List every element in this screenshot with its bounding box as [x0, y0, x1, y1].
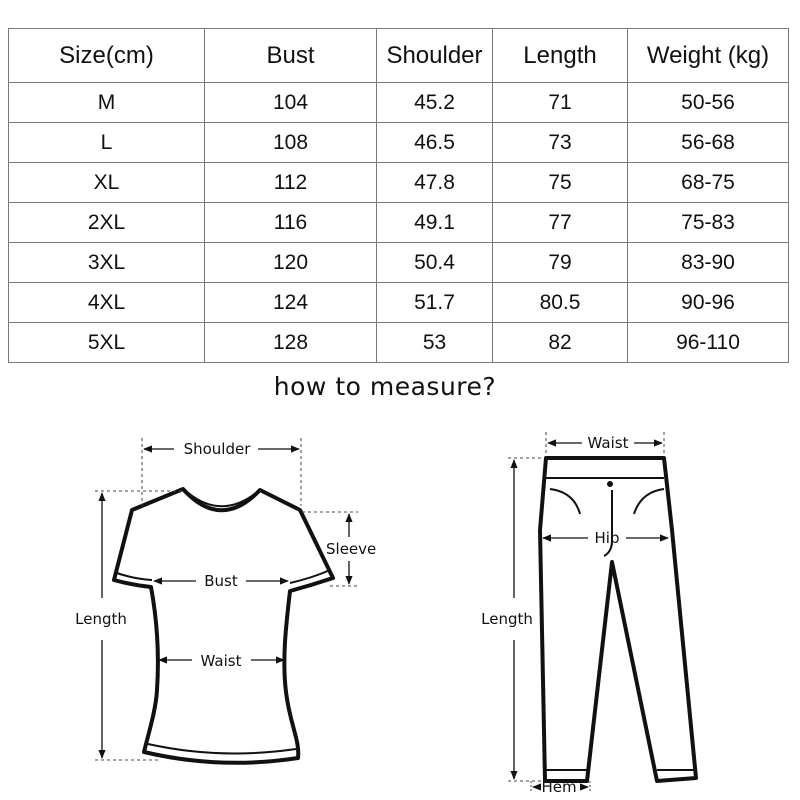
cell-weight: 90-96: [628, 283, 789, 323]
sleeve-label: Sleeve: [326, 540, 377, 558]
cell-size: L: [9, 123, 205, 163]
cell-weight: 83-90: [628, 243, 789, 283]
header-size: Size(cm): [9, 29, 205, 83]
cell-bust: 112: [205, 163, 377, 203]
cell-shoulder: 46.5: [377, 123, 493, 163]
header-length: Length: [493, 29, 628, 83]
cell-shoulder: 51.7: [377, 283, 493, 323]
cell-weight: 75-83: [628, 203, 789, 243]
cell-length: 75: [493, 163, 628, 203]
hem-label: Hem: [541, 778, 577, 796]
cell-weight: 56-68: [628, 123, 789, 163]
pants-length-label: Length: [481, 610, 533, 628]
cell-size: M: [9, 83, 205, 123]
cell-bust: 116: [205, 203, 377, 243]
tshirt-outline: [114, 489, 333, 763]
cell-size: 3XL: [9, 243, 205, 283]
hip-label: Hip: [594, 529, 620, 547]
cell-weight: 68-75: [628, 163, 789, 203]
shoulder-label: Shoulder: [183, 440, 251, 458]
cell-length: 82: [493, 323, 628, 363]
cell-shoulder: 53: [377, 323, 493, 363]
pants-button: [607, 481, 613, 487]
tshirt-diagram: [75, 438, 376, 763]
cell-bust: 104: [205, 83, 377, 123]
cell-size: 5XL: [9, 323, 205, 363]
cell-size: 4XL: [9, 283, 205, 323]
cell-bust: 120: [205, 243, 377, 283]
pants-waist-label: Waist: [587, 434, 629, 452]
cell-shoulder: 47.8: [377, 163, 493, 203]
waist-label: Waist: [200, 652, 242, 670]
cell-shoulder: 49.1: [377, 203, 493, 243]
cell-length: 71: [493, 83, 628, 123]
cell-bust: 128: [205, 323, 377, 363]
cell-shoulder: 45.2: [377, 83, 493, 123]
cell-length: 77: [493, 203, 628, 243]
cell-length: 73: [493, 123, 628, 163]
cell-size: 2XL: [9, 203, 205, 243]
cell-length: 80.5: [493, 283, 628, 323]
section-title: how to measure?: [273, 372, 497, 401]
pants-diagram: [481, 432, 696, 796]
shirt-length-label: Length: [75, 610, 127, 628]
cell-length: 79: [493, 243, 628, 283]
header-weight: Weight (kg): [628, 29, 789, 83]
cell-weight: 50-56: [628, 83, 789, 123]
cell-weight: 96-110: [628, 323, 789, 363]
header-bust: Bust: [205, 29, 377, 83]
cell-bust: 108: [205, 123, 377, 163]
cell-size: XL: [9, 163, 205, 203]
cell-shoulder: 50.4: [377, 243, 493, 283]
pants-outline: [540, 458, 696, 781]
bust-label: Bust: [204, 572, 238, 590]
header-shoulder: Shoulder: [377, 29, 493, 83]
cell-bust: 124: [205, 283, 377, 323]
